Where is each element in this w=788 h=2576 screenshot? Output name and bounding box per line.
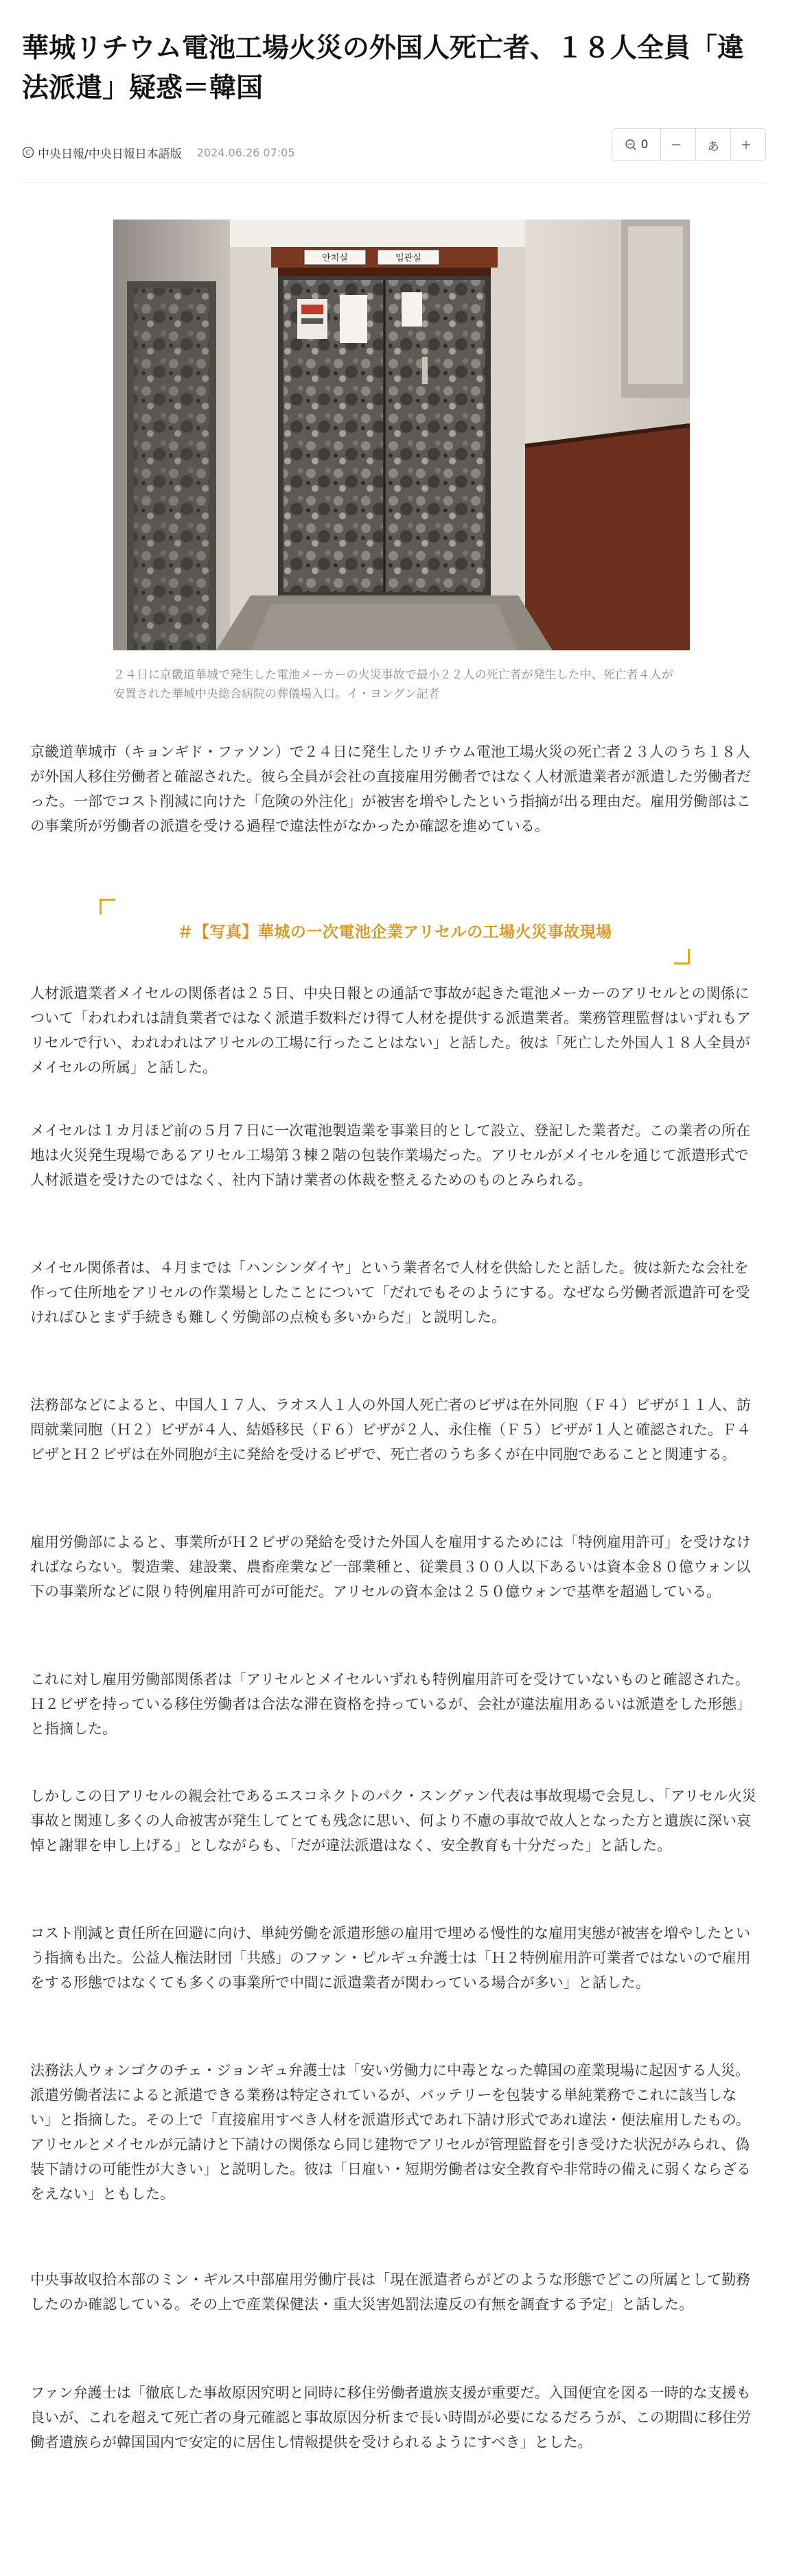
font-decrease-button[interactable] <box>660 128 696 161</box>
paragraph-9: コスト削減と責任所在回避に向け、単純労働を派遣形態の雇用で埋める慢性的な雇用実態が被害を増やしたという指摘も出た。公益人権法財団「共感」のファン・ピルギュ弁護士は「Ｈ２特例雇用許可業者ではないので雇用をする形態ではなくても多くの事業所で中間に派遣業者が関わっている場合が多い」と話した。 <box>30 1925 751 1991</box>
sign-left: 안치실 <box>322 253 348 263</box>
sign-right: 입관실 <box>395 253 421 263</box>
comment-count: 0 <box>640 138 649 152</box>
article-source[interactable]: 中央日報/中央日報日本語版 <box>38 147 182 161</box>
copyright-icon <box>22 146 34 158</box>
article-toolbar <box>612 128 766 161</box>
paragraph-3: メイセルは１カ月ほど前の５月７日に一次電池製造業を事業目的として設立、登記した業者だ。この業者の所在地は火災発生現場であるアリセル工場第３棟２階の包装作業場だった。アリセルがメイセルを通じて派遣形式で人材派遣を受けたのではなく、社内下請け業者の体裁を整えるためのものとみられる。 <box>30 1122 750 1188</box>
comment-button[interactable] <box>612 128 661 161</box>
font-increase-button[interactable] <box>730 128 766 161</box>
comment-icon <box>625 139 637 151</box>
article-photo <box>113 220 690 650</box>
paragraph-5: 法務部などによると、中国人１７人、ラオス人１人の外国人死亡者のビザは在外同胞（Ｆ４）ビザが１１人、訪問就業同胞（Ｈ２）ビザが４人、結婚移民（Ｆ６）ビザが２人、永住権（Ｆ５）ビザが１人と確認された。Ｆ４ビザとＨ２ビザは在外同胞が主に発給を受けるビザで、死亡者のうち多くが在中同胞であることと関連する。 <box>30 1397 751 1463</box>
paragraph-12: ファン弁護士は「徹底した事故原因究明と同時に移住労働者遺族支援が重要だ。入国便宜を図る一時的な支援も良いが、これを超えて死亡者の身元確認と事故原因分析まで長い時間が必要になるだろうが、この期間に移住労働者遺族らが韓国国内で安定的に居住し情報提供を受けられるようにすべき」とした。 <box>30 2385 751 2450</box>
paragraph-4: メイセル関係者は、４月までは「ハンシンダイヤ」という業者名で人材を供給したと話した。彼は新たな会社を作って住所地をアリセルの作業場としたことについて「だれでもそのようにする。なぜなら労働者派遣許可を受ければひとまず手続きも難しく労働部の点検も多いからだ」と説明した。 <box>30 1260 750 1325</box>
paragraph-7: これに対し雇用労働部関係者は「アリセルとメイセルいずれも特例雇用許可を受けていないものと確認された。Ｈ２ビザを持っている移住労働者は合法な滞在資格を持っているが、会社が違法雇用あるいは派遣をした形態」と指摘した。 <box>30 1671 751 1737</box>
paragraph-2: 人材派遣業者メイセルの関係者は２５日、中央日報との通話で事故が起きた電池メーカーのアリセルとの関係について「われわれは請負業者ではなく派遣手数料だけ得て人材を提供する派遣業者。業務管理監督はいずれもアリセルで行い、われわれはアリセルの工場に行ったことはない」と話した。彼は「死亡した外国人１８人全員がメイセルの所属」と話した。 <box>30 985 751 1076</box>
article-date: 2024.06.26 07:05 <box>196 145 295 159</box>
article-headline: 華城リチウム電池工場火災の外国人死亡者、１８人全員「違法派遣」疑惑＝韓国 <box>22 33 744 104</box>
minus-icon <box>671 139 682 150</box>
paragraph-11: 中央事故収拾本部のミン・ギルス中部雇用労働庁長は「現在派遣者らがどのような形態でどこの所属として勤務したのか確認している。その上で産業保健法・重大災害処罰法違反の有無を調査する予定」と話した。 <box>30 2271 751 2313</box>
paragraph-8: しかしこの日アリセルの親会社であるエスコネクトのパク・スングァン代表は事故現場で会見し、「アリセル火災事故と関連し多くの人命被害が発生してとても残念に思い、何より不慮の事故で故人となった方と遺族に深い哀悼と謝罪を申し上げる」としながらも、「だが違法派遣はなく、安全教育も十分だった」と話した。 <box>30 1788 756 1854</box>
paragraph-6: 雇用労働部によると、事業所がＨ２ビザの発給を受けた外国人を雇用するためには「特例雇用許可」を受けなければならない。製造業、建設業、農畜産業など一部業種と、従業員３００人以下あるいは資本金８０億ウォン以下の事業所などに限り特例雇用許可が可能だ。アリセルの資本金は２５０億ウォンで基準を超過している。 <box>30 1534 751 1600</box>
related-link-text[interactable]: ＃【写真】華城の一次電池企業アリセルの工場火災事故現場 <box>177 923 612 941</box>
svg-text:C: C <box>25 149 31 157</box>
related-photo-link[interactable] <box>100 899 690 965</box>
photo-caption: ２４日に京畿道華城で発生した電池メーカーの火災事故で最小２２人の死亡者が発生した中、死亡者４人が安置された華城中央総合病院の葬儀場入口。イ・ヨングン記者 <box>113 668 673 701</box>
article-meta <box>22 142 295 163</box>
bracket-bottom-right <box>674 949 690 965</box>
paragraph-1: 京畿道華城市（キョンギド・ファソン）で２４日に発生したリチウム電池工場火災の死亡者２３人のうち１８人が外国人移住労働者と確認された。彼ら全員が会社の直接雇用労働者ではなく人材派遣業者が派遣した労働者だった。一部でコスト削減に向けた「危険の外注化」が被害を増やしたという指摘が出る理由だ。雇用労働部はこの事業所が労働者の派遣を受ける過程で違法性がなかったか確認を進めている。 <box>30 744 751 834</box>
paragraph-10: 法務法人ウォンゴクのチェ・ジョンギュ弁護士は「安い労働力に中毒となった韓国の産業現場に起因する人災。派遣労働者法によると派遣できる業務は特定されているが、バッテリーを包装する単純業務でこれに該当しない」と指摘した。その上で「直接雇用すべき人材を派遣形式であれ下請け形式であれ違法・便法雇用したもの。アリセルとメイセルが元請けと下請けの関係なら同じ建物でアリセルが管理監督を引き受けた状況がみられ、偽装下請けの可能性が大きい」と説明した。彼は「日雇い・短期労働者は安全教育や非常時の備えに弱くならざるをえない」ともした。 <box>30 2062 751 2202</box>
bracket-top-left <box>100 899 115 914</box>
plus-icon <box>741 139 752 150</box>
header-divider <box>22 182 766 183</box>
font-size-label: あ <box>695 128 731 161</box>
